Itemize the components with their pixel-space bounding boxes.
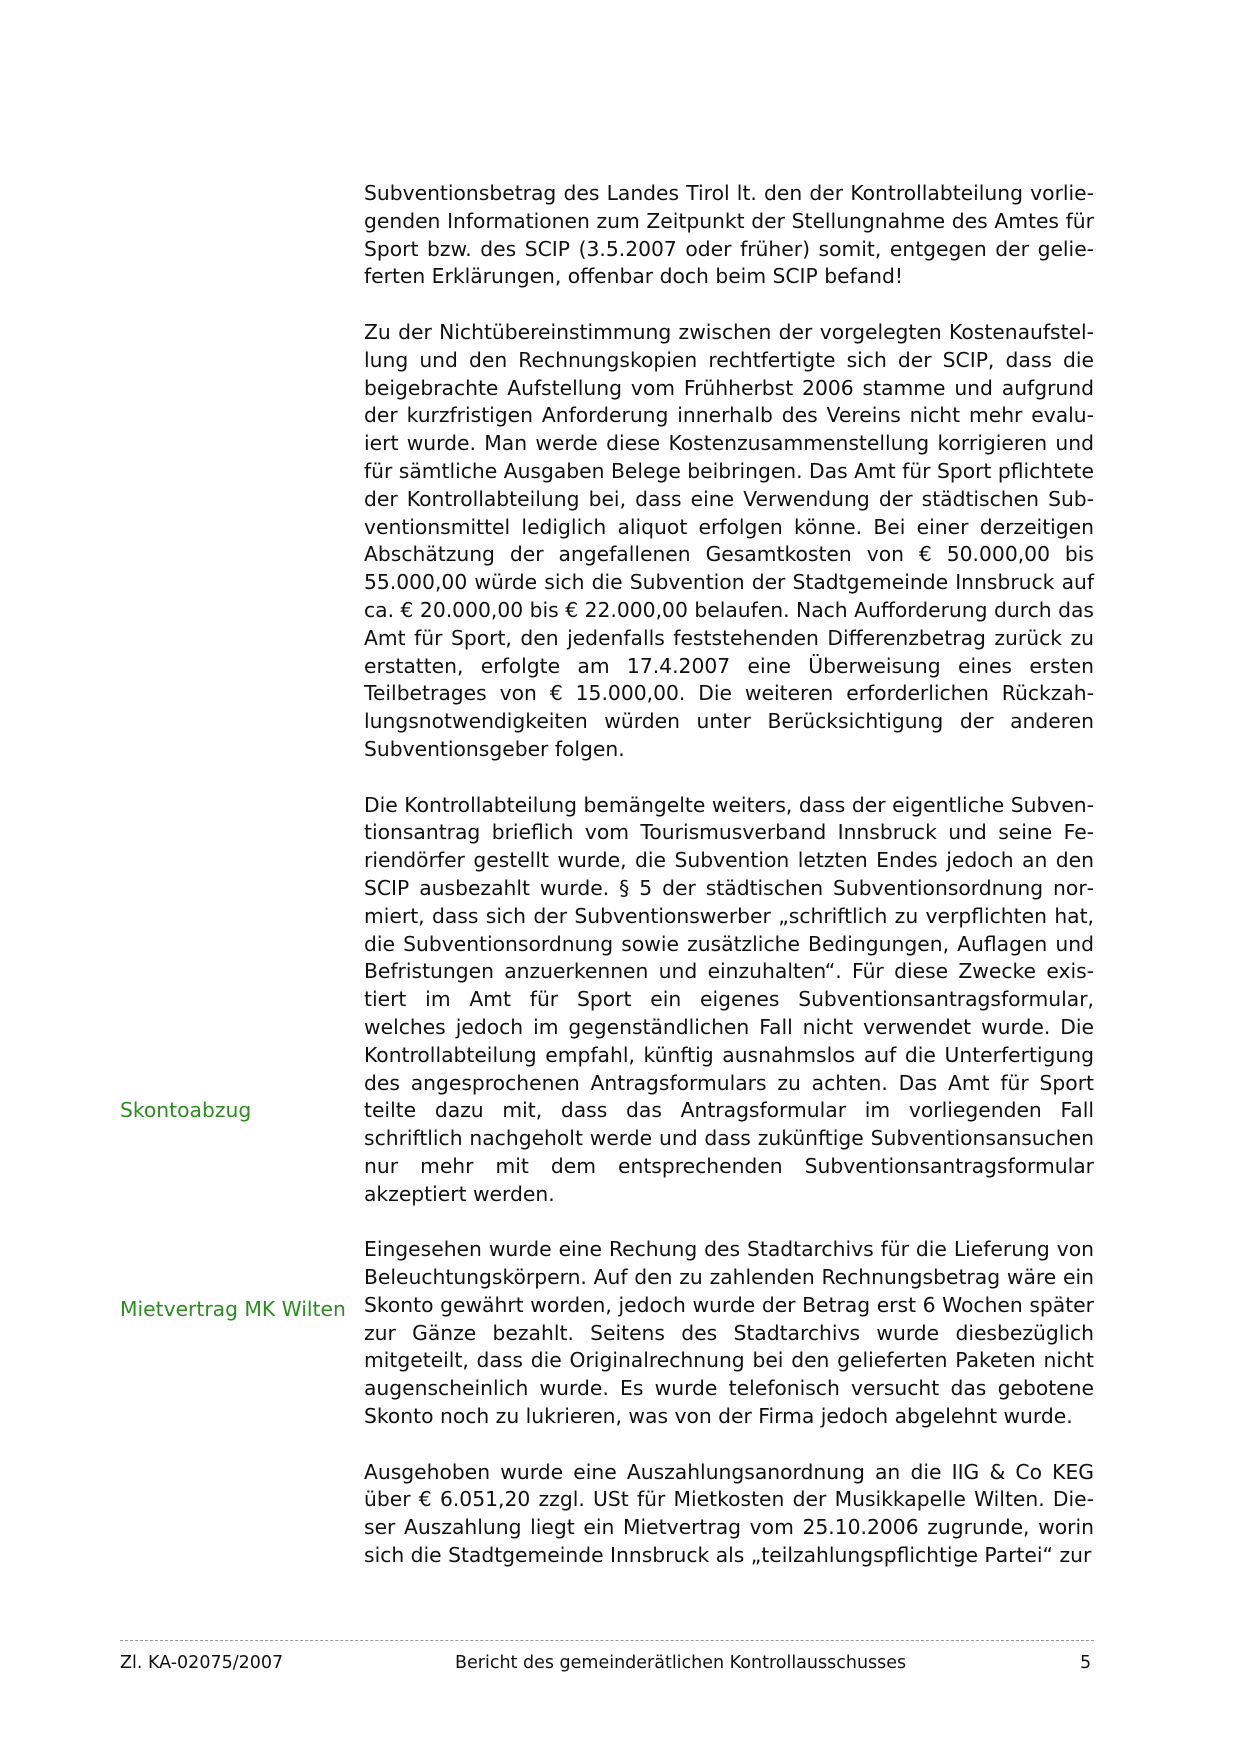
paragraph-subsidy-amount: Subventionsbetrag des Landes Tirol lt. den der Kontrollabteilung vorliegenden Informationen zum Zeitpunkt der Stellungnahme des Amtes für Sport bzw. des SCIP (3.5.2007 oder früher) somit, entgegen der gelieferten Erklärungen, offenbar doch beim SCIP befand! <box>364 181 1094 289</box>
paragraph-cost-statement: Zu der Nichtübereinstimmung zwischen der vorgelegten Kostenaufstellung und den Rechnungskopien rechtfertigte sich der SCIP, dass die beigebrachte Aufstellung vom Frühherbst 2006 stamme und aufgrund der kurzfristigen Anforderung innerhalb des Vereins nicht mehr evaluiert wurde. Man werde diese Kostenzusammenstellung korrigieren und für sämtliche Ausgaben Belege beibringen. Das Amt für Sport pflichtete der Kontrollabteilung bei, dass eine Verwendung der städtischen Subventionsmittel lediglich aliquot erfolgen könne. Bei einer derzeitigen Abschätzung der angefallenen Gesamtkosten von € 50.000,00 bis 55.000,00 würde sich die Subvention der Stadtgemeinde Innsbruck auf ca. € 20.000,00 bis € 22.000,00 belaufen. Nach Aufforderung durch das Amt für Sport, den jedenfalls feststehenden Differenzbetrag zurück zu erstatten, erfolgte am 17.4.2007 eine Überweisung eines ersten Teilbetrages von € 15.000,00. Die weiteren erforderlichen Rückzahlungsnotwendigkeiten würden unter Berücksichtigung der anderen Subventionsgeber folgen. <box>364 319 1094 761</box>
paragraph-subsidy-application: Die Kontrollabteilung bemängelte weiters, dass der eigentliche Subventionsantrag brieflich vom Tourismusverband Innsbruck und seine Feriendörfer gestellt wurde, die Subvention letzten Endes jedoch an den SCIP ausbezahlt wurde. § 5 der städtischen Subventionsordnung normiert, dass sich der Subventionswerber „schriftlich zu verpflichten hat, die Subventionsordnung sowie zusätzliche Bedingungen, Auflagen und Befristungen anzuerkennen und einzuhalten“. Für diese Zwecke existiert im Amt für Sport ein eigenes Subventionsantragsformular, welches jedoch im gegenständlichen Fall nicht verwendet wurde. Die Kontrollabteilung empfahl, künftig ausnahmslos auf die Unterfertigung des angesprochenen Antragsformulars zu achten. Das Amt für Sport teilte dazu mit, dass das Antragsformular im vorliegenden Fall schriftlich nachgeholt werde und dass zukünftige Subventionsansuchen nur mehr mit dem entsprechenden Subventionsantragsformular akzeptiert werden. <box>364 792 1094 1206</box>
main-text-column <box>364 180 1094 1570</box>
footer-title: Bericht des gemeinderätlichen Kontrollausschusses <box>455 1653 907 1673</box>
footer-divider <box>120 1640 1094 1641</box>
footer-reference: Zl. KA-02075/2007 <box>120 1653 284 1673</box>
paragraph-skonto: Eingesehen wurde eine Rechung des Stadtarchivs für die Lieferung von Beleuchtungskörpern. Auf den zu zahlenden Rechnungsbetrag wäre ein Skonto gewährt worden, jedoch wurde der Betrag erst 6 Wochen später zur Gänze bezahlt. Seitens des Stadtarchivs wurde diesbezüglich mitgeteilt, dass die Originalrechnung bei den gelieferten Paketen nicht augenscheinlich wurde. Es wurde telefonisch versucht das gebotene Skonto noch zu lukrieren, was von der Firma jedoch abgelehnt wurde. <box>364 1237 1094 1429</box>
margin-label-skonto: Skontoabzug <box>120 1098 252 1122</box>
footer-page-number: 5 <box>1080 1653 1092 1673</box>
margin-label-rental-contract: Mietvertrag MK Wilten <box>120 1297 346 1321</box>
paragraph-rental-contract: Ausgehoben wurde eine Auszahlungsanordnung an die IIG & Co KEG über € 6.051,20 zzgl. USt für Mietkosten der Musikkapelle Wilten. Dieser Auszahlung liegt ein Mietvertrag vom 25.10.2006 zugrunde, worin sich die Stadtgemeinde Innsbruck als „teilzahlungspflichtige Partei“ zur <box>364 1459 1094 1568</box>
